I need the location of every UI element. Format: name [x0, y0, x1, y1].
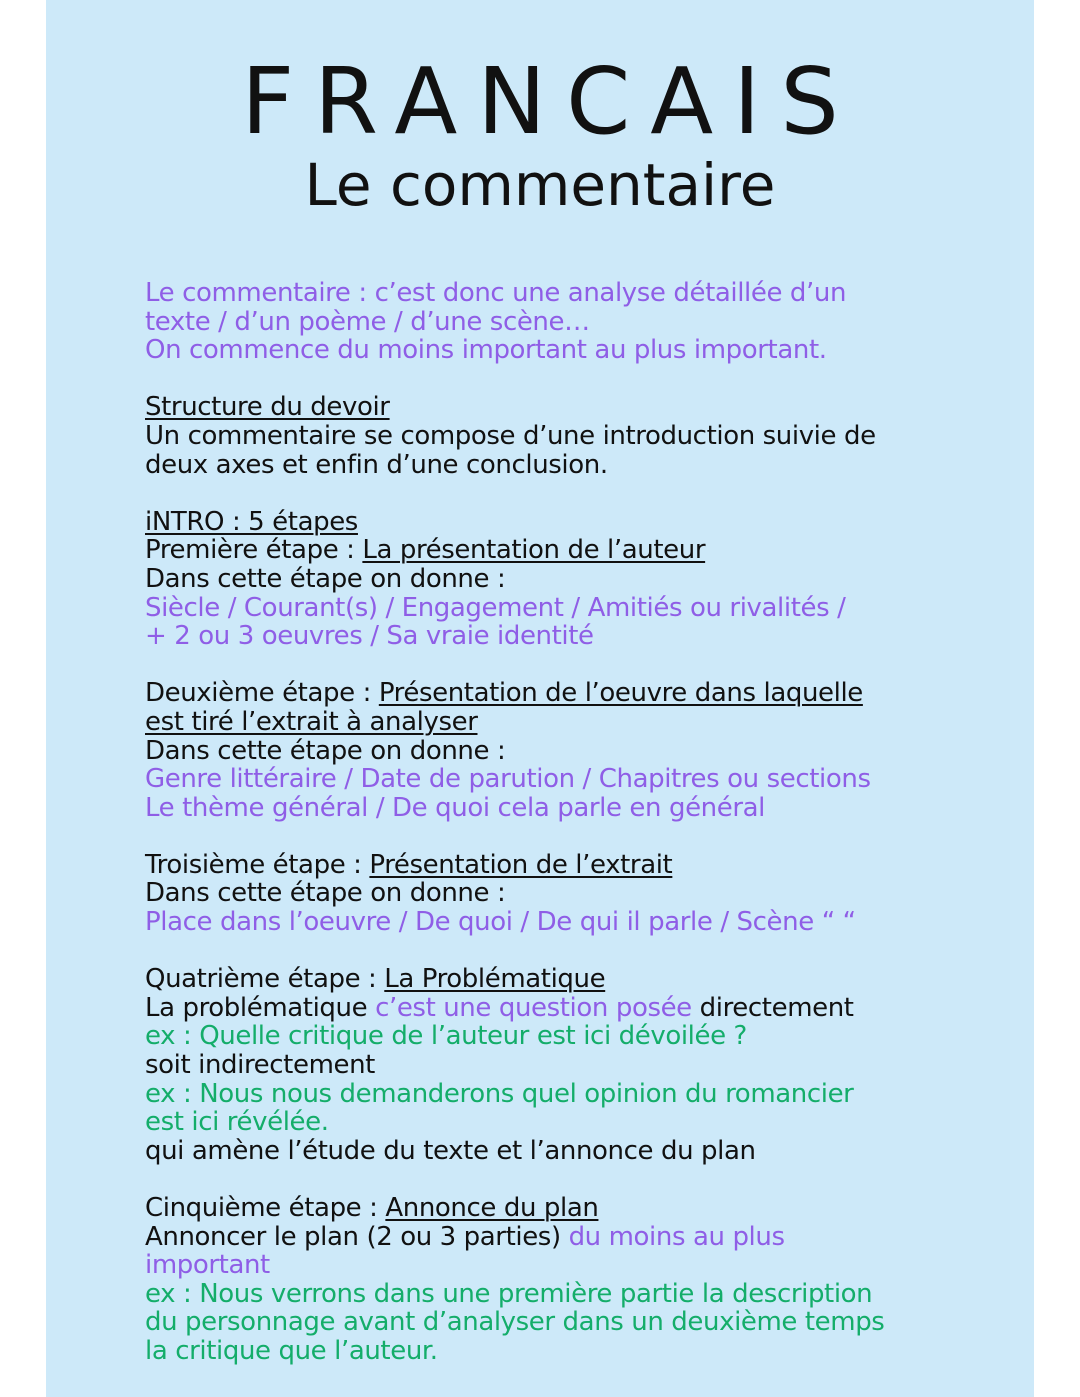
step2-title: Présentation de l’oeuvre dans laquelle — [378, 678, 863, 709]
step3-given: Dans cette étape on donne : — [145, 878, 506, 909]
document-body — [145, 279, 985, 1366]
step1-label: Première étape : — [145, 535, 363, 566]
page — [46, 0, 1034, 1397]
step5-example: la critique que l’auteur. — [145, 1335, 438, 1366]
step1-title: La présentation de l’auteur — [362, 535, 706, 566]
step4-line: qui amène l’étude du texte et l’annonce du plan — [145, 1135, 756, 1166]
step3-title: Présentation de l’extrait — [369, 849, 673, 880]
step4-line: soit indirectement — [145, 1050, 375, 1081]
step1-items: Siècle / Courant(s) / Engagement / Amitiés ou rivalités / — [145, 592, 846, 623]
step5-heading — [145, 1194, 985, 1223]
structure-line: deux axes et enfin d’une conclusion. — [145, 449, 608, 480]
structure-heading: Structure du devoir — [145, 392, 390, 423]
step5-title: Annonce du plan — [385, 1193, 599, 1223]
step4-heading — [145, 965, 985, 994]
intro-line: Le commentaire : c’est donc une analyse détaillée d’un — [145, 278, 847, 308]
step1-items: + 2 ou 3 oeuvres / Sa vraie identité — [145, 621, 594, 652]
step5-line: important — [145, 1250, 270, 1281]
step4-text: directement — [691, 992, 854, 1023]
intro-line: On commence du moins important au plus important. — [145, 335, 827, 366]
step3-heading — [145, 851, 985, 880]
step5-label: Cinquième étape : — [145, 1193, 386, 1223]
intro-line: texte / d’un poème / d’une scène… — [145, 306, 590, 337]
step2-items: Le thème général / De quoi cela parle en général — [145, 792, 765, 823]
step4-example: ex : Quelle critique de l’auteur est ici dévoilée ? — [145, 1021, 747, 1052]
step4-example: ex : Nous nous demanderons quel opinion du romancier — [145, 1078, 854, 1109]
step4-highlight: c’est une question posée — [375, 992, 692, 1023]
step1-given: Dans cette étape on donne : — [145, 563, 506, 594]
step5-text: Annoncer le plan (2 ou 3 parties) — [145, 1221, 569, 1252]
step4-example: est ici révélée. — [145, 1107, 329, 1138]
step4-line — [145, 994, 985, 1023]
step5-highlight: du moins au plus — [568, 1221, 785, 1252]
step3-label: Troisième étape : — [145, 849, 370, 880]
step5-line — [145, 1223, 985, 1252]
step4-text: La problématique — [145, 992, 376, 1023]
step1-heading — [145, 536, 985, 565]
step3-items: Place dans l’oeuvre / De quoi / De qui il parle / Scène “ “ — [145, 907, 856, 938]
step2-given: Dans cette étape on donne : — [145, 735, 506, 766]
step4-label: Quatrième étape : — [145, 964, 385, 995]
intro-steps-heading: iNTRO : 5 étapes — [145, 506, 358, 537]
step5-example: ex : Nous verrons dans une première partie la description — [145, 1278, 873, 1309]
page-subtitle: Le commentaire — [304, 151, 776, 219]
step2-items: Genre littéraire / Date de parution / Chapitres ou sections — [145, 764, 871, 795]
step2-label: Deuxième étape : — [145, 678, 379, 709]
step4-title: La Problématique — [384, 964, 606, 995]
structure-line: Un commentaire se compose d’une introduction suivie de — [145, 420, 876, 451]
step2-title-cont: est tiré l’extrait à analyser — [145, 706, 478, 737]
page-title: FRANCAIS — [241, 48, 859, 155]
step5-example: du personnage avant d’analyser dans un deuxième temps — [145, 1307, 885, 1338]
step2-heading — [145, 679, 985, 708]
